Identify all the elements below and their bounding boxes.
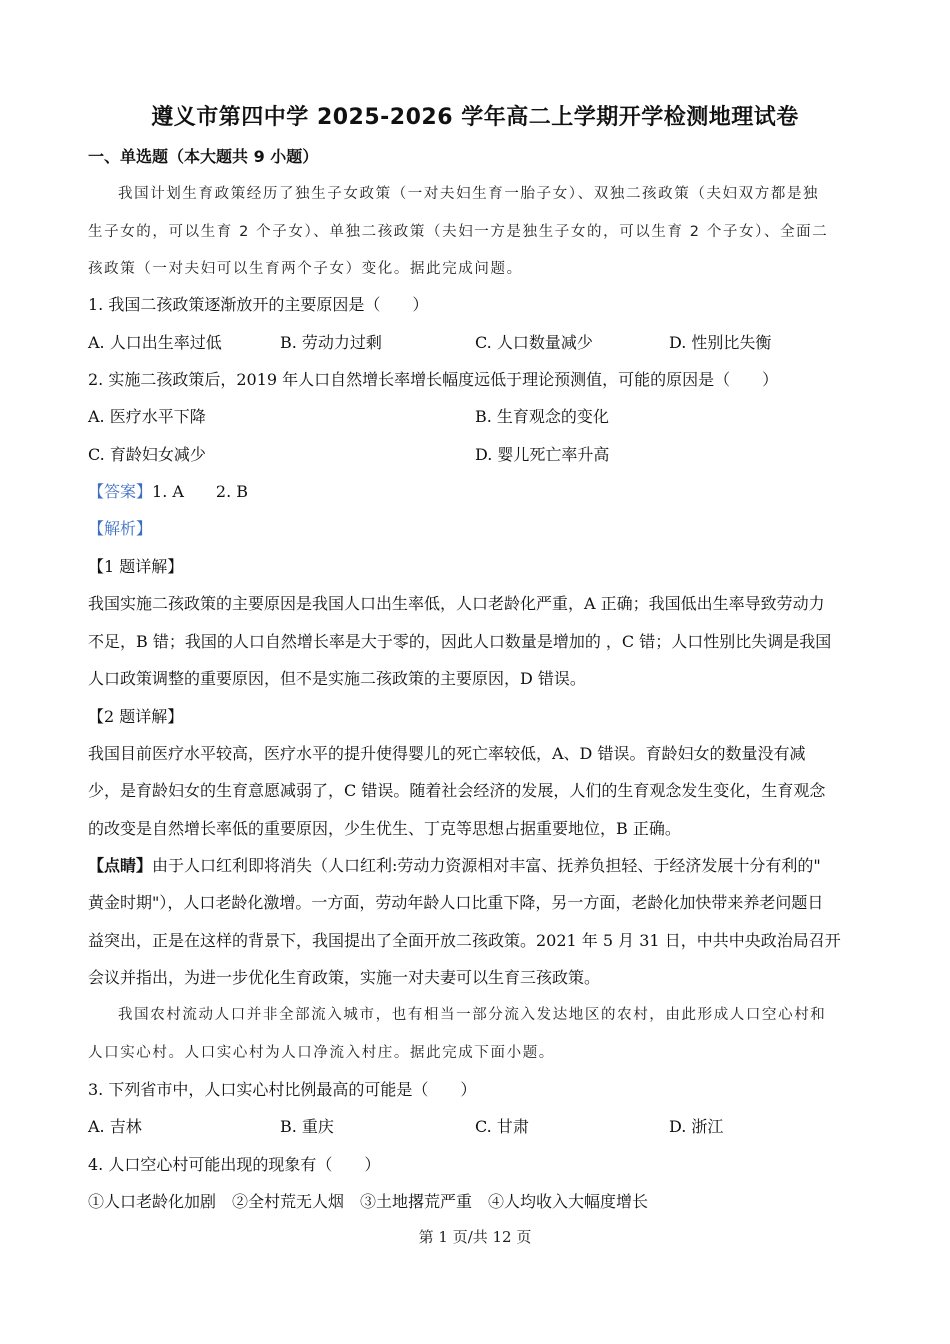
- material-1-line-3: 孩政策（一对夫妇可以生育两个子女）变化。据此完成问题。: [88, 261, 523, 277]
- question-1-option-c: C. 人口数量减少: [475, 333, 593, 352]
- material-2-line-1: 我国农村流动人口并非全部流入城市，也有相当一部分流入发达地区的农村，由此形成人口空心村和: [118, 1007, 827, 1023]
- note-line-1: [88, 855, 821, 877]
- page-footer: 第 1 页/共 12 页: [418, 1228, 532, 1246]
- section-heading: 一、单选题（本大题共 9 小题）: [88, 147, 319, 166]
- question-3-stem: 3. 下列省市中，人口实心村比例最高的可能是（ ）: [88, 1080, 477, 1099]
- material-2-line-2: 人口实心村。人口实心村为人口净流入村庄。据此完成下面小题。: [88, 1045, 555, 1061]
- detail-2-line-1: 我国目前医疗水平较高，医疗水平的提升使得婴儿的死亡率较低，A、D 错误。育龄妇女的数量没有减: [88, 744, 806, 763]
- question-3-option-d: D. 浙江: [669, 1117, 724, 1136]
- answer-line: [88, 481, 248, 503]
- detail-2-line-3: 的改变是自然增长率低的重要原因，少生优生、丁克等思想占据重要地位，B 正确。: [88, 819, 681, 838]
- answer-text: 1. A 2. B: [152, 482, 249, 501]
- question-2-stem: 2. 实施二孩政策后，2019 年人口自然增长率增长幅度远低于理论预测值，可能的原因是（ ）: [88, 370, 779, 389]
- detail-1-line-2: 不足，B 错；我国的人口自然增长率是大于零的，因此人口数量是增加的 ，C 错；人口性别比失调是我国: [88, 632, 832, 651]
- question-4-stem: 4. 人口空心村可能出现的现象有（ ）: [88, 1155, 381, 1174]
- detail-2-tag: 【2 题详解】: [88, 707, 184, 726]
- analysis-tag: 【解析】: [88, 519, 153, 538]
- note-line-2: 黄金时期"），人口老龄化激增。一方面，劳动年龄人口比重下降，另一方面，老龄化加快带来养老问题日: [88, 893, 824, 912]
- page-title: 遵义市第四中学 2025-2026 学年高二上学期开学检测地理试卷: [151, 105, 799, 130]
- question-2-option-c: C. 育龄妇女减少: [88, 445, 206, 464]
- note-tag: 【点睛】: [88, 856, 153, 875]
- answer-tag: 【答案】: [88, 482, 153, 501]
- question-3-option-b: B. 重庆: [280, 1117, 334, 1136]
- detail-2-line-2: 少，是育龄妇女的生育意愿减弱了，C 错误。随着社会经济的发展，人们的生育观念发生变化，生育观念: [88, 781, 826, 800]
- question-2-option-d: D. 婴儿死亡率升高: [475, 445, 610, 464]
- question-1-stem: 1. 我国二孩政策逐渐放开的主要原因是（ ）: [88, 295, 429, 314]
- note-text-1: 由于人口红利即将消失（人口红利:劳动力资源相对丰富、抚养负担轻、于经济发展十分有利的": [152, 856, 821, 875]
- question-1-option-a: A. 人口出生率过低: [88, 333, 222, 352]
- detail-1-line-1: 我国实施二孩政策的主要原因是我国人口出生率低，人口老龄化严重，A 正确；我国低出生率导致劳动力: [88, 594, 825, 613]
- question-3-option-a: A. 吉林: [88, 1117, 142, 1136]
- material-1-line-1: 我国计划生育政策经历了独生子女政策（一对夫妇生育一胎子女）、双独二孩政策（夫妇双方都是独: [118, 186, 820, 202]
- question-2-option-b: B. 生育观念的变化: [475, 407, 609, 426]
- note-line-4: 会议并指出，为进一步优化生育政策，实施一对夫妻可以生育三孩政策。: [88, 968, 601, 987]
- detail-1-line-3: 人口政策调整的重要原因，但不是实施二孩政策的主要原因，D 错误。: [88, 669, 586, 688]
- question-1-option-b: B. 劳动力过剩: [280, 333, 382, 352]
- question-3-option-c: C. 甘肃: [475, 1117, 529, 1136]
- question-1-option-d: D. 性别比失衡: [669, 333, 772, 352]
- detail-1-tag: 【1 题详解】: [88, 557, 184, 576]
- question-4-items: ①人口老龄化加剧 ②全村荒无人烟 ③土地撂荒严重 ④人均收入大幅度增长: [88, 1192, 649, 1211]
- question-2-option-a: A. 医疗水平下降: [88, 407, 206, 426]
- material-1-line-2: 生子女的，可以生育 2 个子女）、单独二孩政策（夫妇一方是独生子女的，可以生育 2 个子女）、全面二: [88, 224, 829, 240]
- note-line-3: 益突出，正是在这样的背景下，我国提出了全面开放二孩政策。2021 年 5 月 31 日，中共中央政治局召开: [88, 931, 841, 950]
